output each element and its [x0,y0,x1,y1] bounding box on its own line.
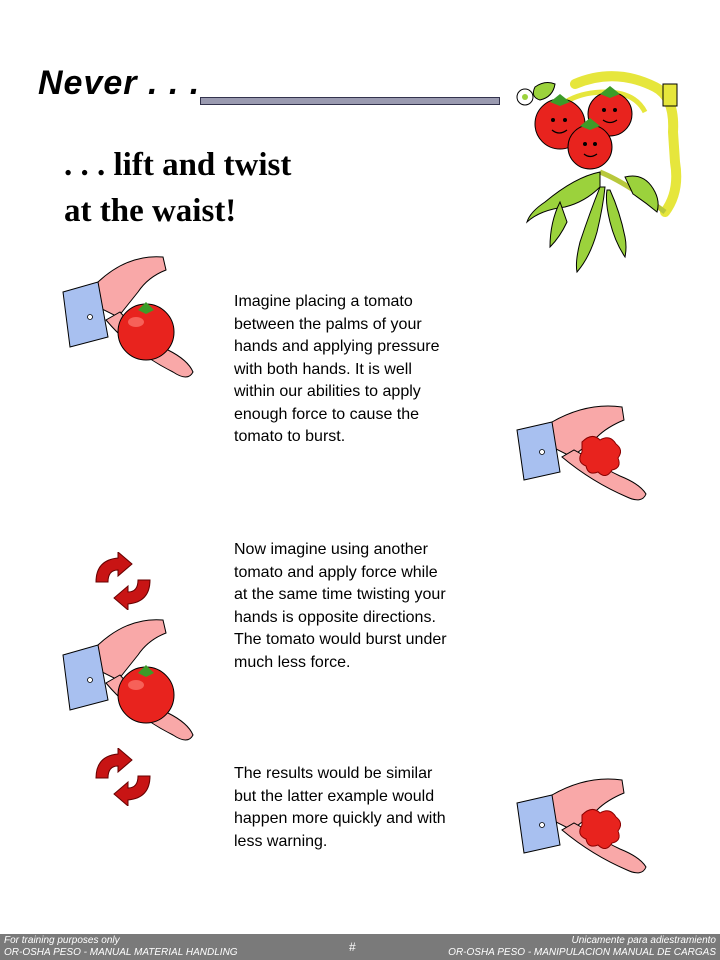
footer-right-line-1: Unicamente para adiestramiento [571,935,716,946]
footer-right [448,935,716,959]
page-number: # [349,940,356,954]
hands-holding-tomato-icon [58,615,203,760]
page-subtitle [64,142,364,234]
page-title: Never . . . [38,64,201,102]
paragraph-twisting-force: Now imagine using another tomato and apply force while at the same time twisting your hands is opposite directions. The tomato would burst under much less force. [234,541,447,671]
subtitle-line-1: . . . lift and twist [64,147,292,183]
footer-left [4,935,238,959]
footer-left-line-2: OR-OSHA PESO - MANUAL MATERIAL HANDLING [4,947,238,958]
paragraph-palms-pressure: Imagine placing a tomato between the palms of your hands and applying pressure with both hands. It is well within our abilities to apply enough force to cause the tomato to burst. [234,293,440,445]
title-underline [200,97,500,105]
twist-arrows-icon [88,552,158,610]
footer-bar [0,934,720,960]
footer-right-line-2: OR-OSHA PESO - MANIPULACION MANUAL DE CARGAS [448,947,716,958]
paragraph-results: The results would be similar but the latter example would happen more quickly and with less warning. [234,765,446,850]
twist-arrows-icon [88,748,158,806]
footer-left-line-1: For training purposes only [4,935,120,946]
hands-holding-tomato-icon [58,252,203,397]
crushed-tomato-hands-icon [512,402,657,512]
subtitle-line-2: at the waist! [64,193,237,229]
crushed-tomato-hands-icon [512,775,657,885]
tomato-plant-icon [505,62,695,277]
